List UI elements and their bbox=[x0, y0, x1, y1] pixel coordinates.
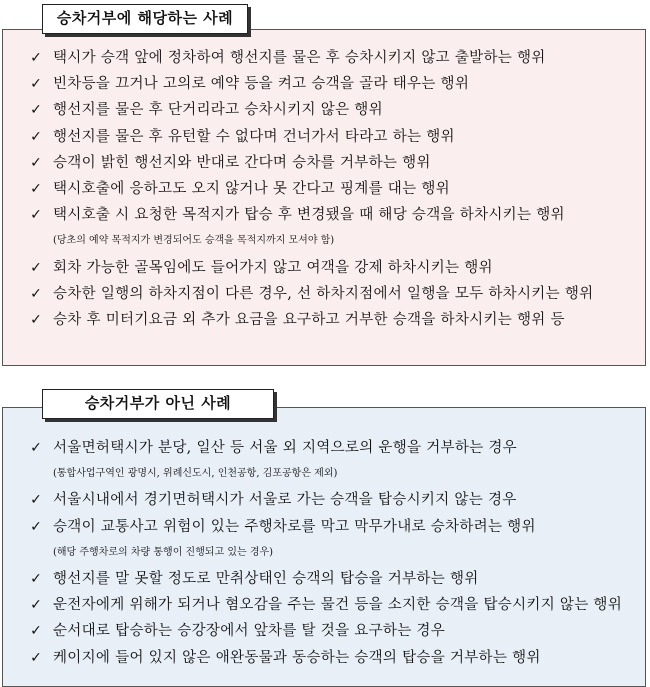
list-item-text: 행선지를 말 못할 정도로 만취상태인 승객의 탑승을 거부하는 행위 bbox=[53, 570, 479, 587]
list-item-note: (해당 주행차로의 차량 통행이 진행되고 있는 경우) bbox=[53, 546, 274, 558]
list-item-text: 택시호출 시 요청한 목적지가 탑승 후 변경됐을 때 해당 승객을 하차시키는 행위 bbox=[53, 207, 565, 224]
list-item-text: 서울면허택시가 분당, 일산 등 서울 외 지역으로의 운행을 거부하는 경우 bbox=[53, 440, 517, 456]
list-item-text: 택시호출에 응하고도 오지 않거나 못 간다고 핑계를 대는 행위 bbox=[53, 180, 450, 197]
list-item-text: 운전자에게 위해가 되거나 혐오감을 주는 물건 등을 소지한 승객을 탑승시키지 않는 행위 bbox=[53, 597, 623, 614]
list-item-text: 회차 가능한 골목임에도 들어가지 않고 여객을 강제 하차시키는 행위 bbox=[53, 259, 493, 276]
list-item-text: 순서대로 탑승하는 승강장에서 앞차를 탈 것을 요구하는 경우 bbox=[53, 623, 446, 640]
list-item bbox=[3, 645, 645, 671]
check-mark-icon: ✓ bbox=[30, 570, 42, 587]
list-item bbox=[3, 45, 645, 71]
list-item bbox=[3, 566, 645, 592]
list-item-text: 승객이 밝힌 행선지와 반대로 간다며 승차를 거부하는 행위 bbox=[53, 154, 431, 171]
list-item-text: 서울시내에서 경기면허택시가 서울로 가는 승객을 탑승시키지 않는 경우 bbox=[53, 492, 517, 509]
list-item-note: (당초의 예약 목적지가 변경되어도 승객을 목적지까지 모셔야 함) bbox=[53, 235, 335, 247]
list-item bbox=[3, 514, 645, 540]
list-item bbox=[3, 618, 645, 644]
check-mark-icon: ✓ bbox=[30, 76, 42, 93]
list-item bbox=[3, 307, 645, 333]
nonrefusal-cases-box bbox=[2, 407, 646, 687]
check-mark-icon: ✓ bbox=[30, 207, 42, 224]
check-mark-icon: ✓ bbox=[30, 259, 42, 276]
list-item bbox=[3, 124, 645, 150]
list-item-note: (통합사업구역인 광명시, 위례신도시, 인천공항, 김포공항은 제외) bbox=[53, 468, 338, 480]
check-mark-icon: ✓ bbox=[30, 518, 42, 535]
list-item-text: 택시가 승객 앞에 정차하여 행선지를 물은 후 승차시키지 않고 출발하는 행위 bbox=[53, 50, 546, 66]
list-item bbox=[3, 435, 645, 461]
refusal-cases-box bbox=[2, 29, 646, 366]
check-mark-icon: ✓ bbox=[30, 440, 42, 456]
check-mark-icon: ✓ bbox=[30, 102, 42, 119]
check-mark-icon: ✓ bbox=[30, 649, 42, 666]
check-mark-icon: ✓ bbox=[30, 597, 42, 614]
check-mark-icon: ✓ bbox=[30, 50, 42, 66]
list-item bbox=[3, 176, 645, 202]
list-item-text: 승차한 일행의 하차지점이 다른 경우, 선 하차지점에서 일행을 모두 하차시키는 행위 bbox=[53, 285, 594, 302]
list-item-text: 승차 후 미터기요금 외 추가 요금을 요구하고 거부한 승객을 하차시키는 행위 등 bbox=[53, 311, 565, 328]
check-mark-icon: ✓ bbox=[30, 623, 42, 640]
check-mark-icon: ✓ bbox=[30, 311, 42, 328]
nonrefusal-list bbox=[3, 435, 645, 671]
refusal-list bbox=[3, 45, 645, 333]
list-item bbox=[3, 97, 645, 123]
list-item bbox=[3, 592, 645, 618]
list-item bbox=[3, 150, 645, 176]
nonrefusal-section-title: 승차거부가 아닌 사례 bbox=[42, 389, 274, 419]
list-item bbox=[3, 202, 645, 228]
list-item-text: 행선지를 물은 후 단거리라고 승차시키지 않은 행위 bbox=[53, 102, 383, 119]
list-item bbox=[3, 71, 645, 97]
list-item-text: 행선지를 물은 후 유턴할 수 없다며 건너가서 타라고 하는 행위 bbox=[53, 128, 455, 145]
check-mark-icon: ✓ bbox=[30, 128, 42, 145]
list-item-text: 케이지에 들어 있지 않은 애완동물과 동승하는 승객의 탑승을 거부하는 행위 bbox=[53, 649, 541, 666]
list-item-text: 승객이 교통사고 위험이 있는 주행차로를 막고 막무가내로 승차하려는 행위 bbox=[53, 518, 536, 535]
list-item bbox=[3, 255, 645, 281]
check-mark-icon: ✓ bbox=[30, 180, 42, 197]
refusal-section-title: 승차거부에 해당하는 사례 bbox=[42, 4, 248, 34]
check-mark-icon: ✓ bbox=[30, 154, 42, 171]
check-mark-icon: ✓ bbox=[30, 285, 42, 302]
list-item bbox=[3, 487, 645, 513]
check-mark-icon: ✓ bbox=[30, 492, 42, 509]
list-item bbox=[3, 281, 645, 307]
list-item-text: 빈차등을 끄거나 고의로 예약 등을 켜고 승객을 골라 태우는 행위 bbox=[53, 76, 470, 93]
